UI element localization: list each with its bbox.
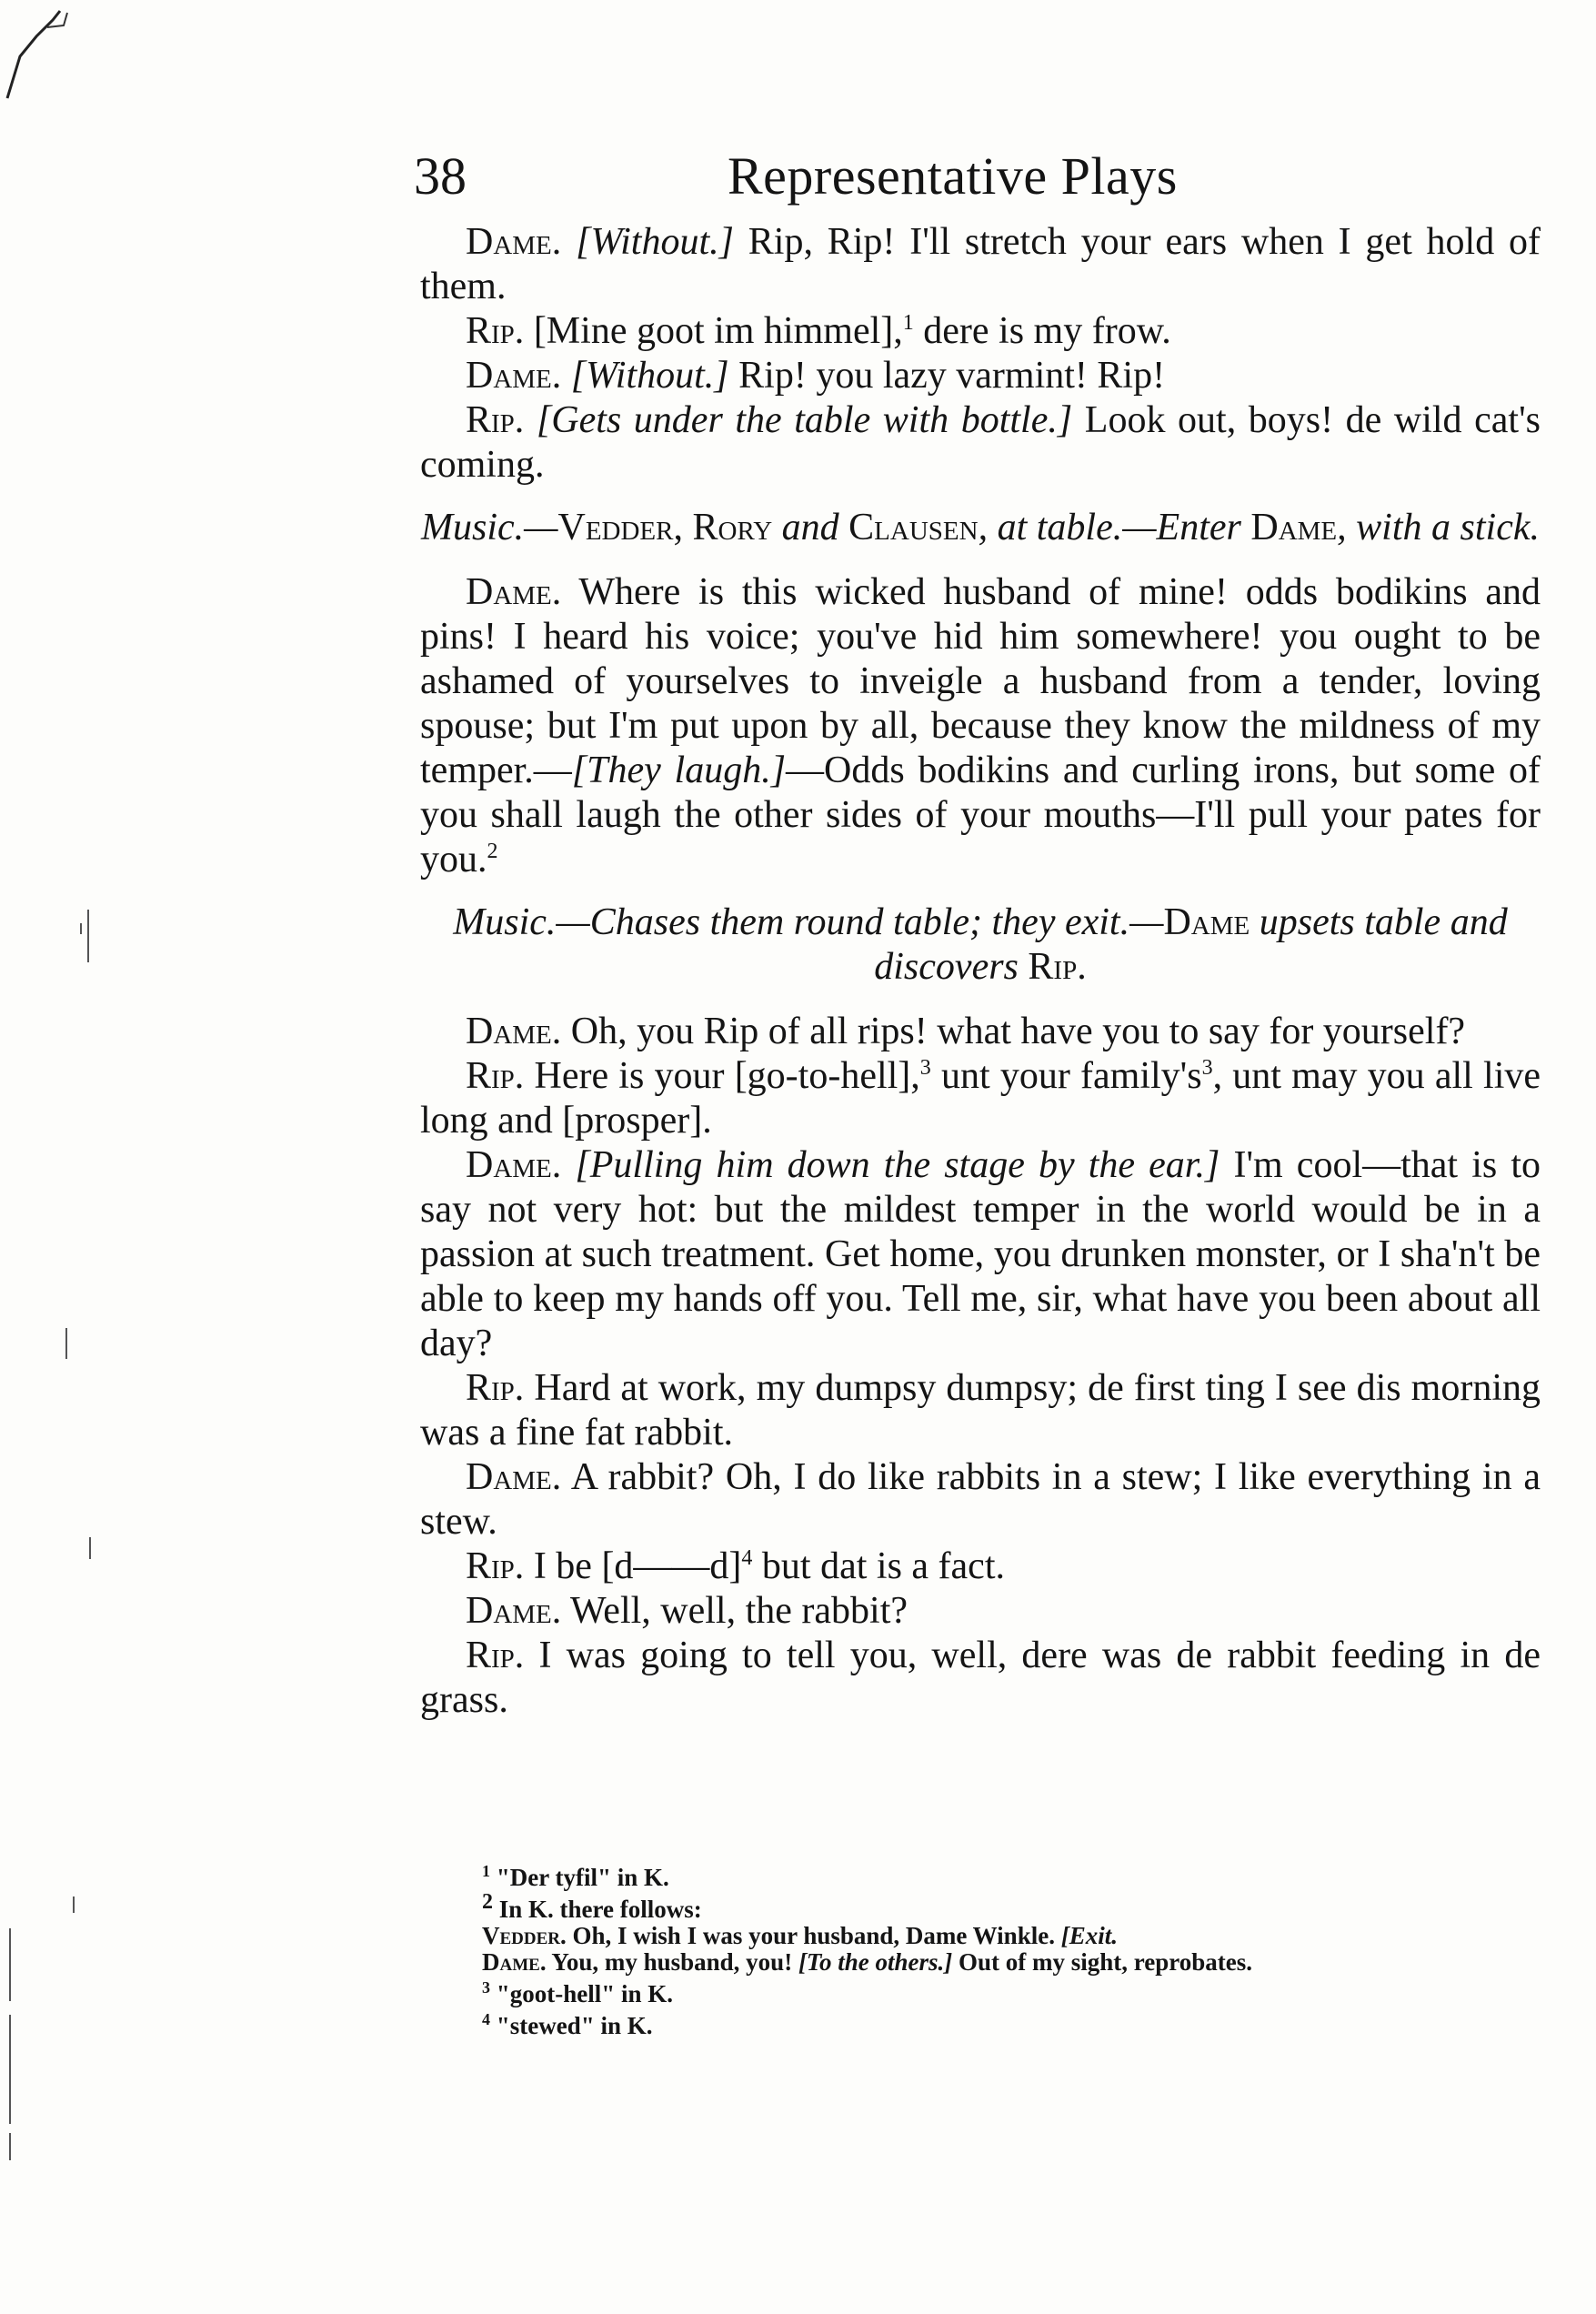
running-title: Representative Plays xyxy=(728,146,1178,206)
speech-rip-3 xyxy=(420,1054,1541,1143)
stage-direction: [They laugh.] xyxy=(571,750,787,791)
speech-rip-6 xyxy=(420,1634,1541,1723)
speech-text: Oh, you Rip of all rips! what have you to say for yourself? xyxy=(561,1011,1466,1052)
speaker-name: Dame. xyxy=(466,1590,562,1632)
margin-mark xyxy=(9,2015,11,2124)
margin-mark xyxy=(80,923,82,934)
character-name: Vedder xyxy=(557,507,674,548)
footnote-ref: 3 xyxy=(1201,1056,1213,1080)
margin-mark xyxy=(87,910,89,962)
footnote-ref: 1 xyxy=(902,311,914,335)
margin-mark xyxy=(9,1928,11,2001)
footnote-ref: 4 xyxy=(741,1546,753,1570)
footnote-text: You, my husband, you! xyxy=(546,1948,793,1976)
stage-direction: [Without.] xyxy=(576,221,734,263)
speech-text: Rip, Rip! I'll stretch your ears when I get hold of them. xyxy=(420,221,1541,307)
play-text xyxy=(420,220,1541,1723)
speech-rip-2 xyxy=(420,398,1541,488)
page-number: 38 xyxy=(414,146,467,206)
speech-text: Here is your [go-to-hell], xyxy=(524,1055,920,1097)
stage-direction: [Without.] xyxy=(570,355,729,397)
speech-text: , unt may you all live long and [prosper]. xyxy=(420,1055,1541,1142)
footnotes xyxy=(482,1862,1555,2045)
speech-text: I was going to tell you, well, dere was de rabbit feeding in de grass. xyxy=(420,1635,1541,1721)
footnote-text: "goot-hell" in K. xyxy=(496,1980,673,2007)
footnote-number: 2 xyxy=(482,1890,493,1914)
footnote-3 xyxy=(482,1978,1555,2007)
speech-rip-4 xyxy=(420,1366,1541,1455)
speaker-name: Rip. xyxy=(466,1367,525,1409)
speaker-name: Dame. xyxy=(466,1011,562,1052)
footnote-text: Out of my sight, reprobates. xyxy=(952,1948,1252,1976)
speech-text: unt your family's xyxy=(930,1055,1202,1097)
footnote-number: 3 xyxy=(482,1978,490,1997)
speaker-name: Vedder. xyxy=(482,1922,567,1949)
footnote-number: 4 xyxy=(482,2010,490,2028)
speech-dame-3 xyxy=(420,570,1541,882)
footnote-ref: 3 xyxy=(919,1056,931,1080)
speech-text: Well, well, the rabbit? xyxy=(561,1590,908,1632)
character-name: Dame xyxy=(1250,507,1338,548)
speaker-name: Dame. xyxy=(482,1948,547,1976)
speech-text: A rabbit? Oh, I do like rabbits in a stew; I like everything in a stew. xyxy=(420,1456,1541,1543)
speaker-name: Dame. xyxy=(466,571,562,613)
speaker-name: Rip. xyxy=(466,1545,525,1587)
speech-dame-1 xyxy=(420,220,1541,309)
speech-dame-7 xyxy=(420,1589,1541,1634)
footnote-text: "stewed" in K. xyxy=(496,2012,653,2039)
page-header xyxy=(414,146,1232,209)
character-name: Rip xyxy=(1028,946,1078,988)
footnote-text: "Der tyfil" in K. xyxy=(496,1864,669,1891)
speech-dame-5 xyxy=(420,1143,1541,1366)
footnote-1 xyxy=(482,1862,1555,1891)
character-name: Clausen xyxy=(848,507,979,548)
footnote-4 xyxy=(482,2010,1555,2039)
speech-dame-2 xyxy=(420,354,1541,398)
speech-text: Look out, boys! de wild cat's coming. xyxy=(420,399,1541,486)
speech-text: Where is this wicked husband of mine! odds bodikins and pins! I heard his voice; you've hid him somewhere! you ought to be ashamed of yourselves to inveigle a husband from a tender, loving spouse; but I'm put upon by all, because they know the mildness of my temper.— xyxy=(420,571,1541,791)
stage-direction: [Pulling him down the stage by the ear.] xyxy=(575,1144,1220,1186)
stage-direction: [Exit. xyxy=(1060,1922,1118,1949)
footnote-2-line-1 xyxy=(482,1923,1555,1949)
speech-text: —Odds bodikins and curling irons, but some of you shall laugh the other sides of your mouths—I'll pull your pates for you. xyxy=(420,750,1541,880)
stage-direction-music-1: Music.—Vedder, Rory and Clausen, at table.—Enter Dame, with a stick. xyxy=(421,507,1540,548)
margin-mark xyxy=(9,2133,11,2160)
speech-rip-1 xyxy=(420,309,1541,354)
pencil-mark-icon xyxy=(0,0,82,109)
footnote-number: 1 xyxy=(482,1862,490,1880)
speaker-name: Rip. xyxy=(466,1635,525,1676)
margin-mark xyxy=(89,1537,91,1559)
speaker-name: Dame. xyxy=(466,1456,562,1498)
speech-text: [Mine goot im himmel], xyxy=(524,310,903,352)
speaker-name: Rip. xyxy=(466,310,525,352)
footnote-ref: 2 xyxy=(487,840,498,863)
margin-mark xyxy=(73,1896,75,1913)
speaker-name: Rip. xyxy=(466,1055,525,1097)
speech-dame-4 xyxy=(420,1010,1541,1054)
speech-dame-6 xyxy=(420,1455,1541,1544)
character-name: Rory xyxy=(692,507,773,548)
speaker-name: Dame. xyxy=(466,1144,562,1186)
stage-direction: [Gets under the table with bottle.] xyxy=(536,399,1073,441)
margin-mark xyxy=(65,1328,67,1359)
footnote-text: In K. there follows: xyxy=(498,1896,702,1923)
speech-text: Hard at work, my dumpsy dumpsy; de first ting I see dis morning was a fine fat rabbit. xyxy=(420,1367,1541,1454)
character-name: Dame xyxy=(1163,901,1250,943)
speech-text: I'm cool—that is to say not very hot: but the mildest temper in the world would be in a passion at such treatment. Get home, you drunken monster, or I sha'n't be able to keep my hands off you. Tell me, sir, what have you been about all day? xyxy=(420,1144,1541,1364)
stage-direction: [To the others.] xyxy=(798,1948,953,1976)
speech-rip-5 xyxy=(420,1544,1541,1589)
speaker-name: Dame. xyxy=(466,221,562,263)
stage-direction-music-2: Music.—Chases them round table; they exit.—Dame upsets table and discovers Rip. xyxy=(453,901,1508,988)
footnote-2 xyxy=(482,1890,1555,1923)
speaker-name: Rip. xyxy=(466,399,525,441)
speaker-name: Dame. xyxy=(466,355,562,397)
speech-text: but dat is a fact. xyxy=(752,1545,1005,1587)
speech-text: I be [d——d] xyxy=(524,1545,742,1587)
speech-text: dere is my frow. xyxy=(913,310,1171,352)
footnote-text: Oh, I wish I was your husband, Dame Winkle. xyxy=(566,1922,1055,1949)
speech-text: Rip! you lazy varmint! Rip! xyxy=(728,355,1166,397)
footnote-2-line-2 xyxy=(482,1949,1555,1976)
